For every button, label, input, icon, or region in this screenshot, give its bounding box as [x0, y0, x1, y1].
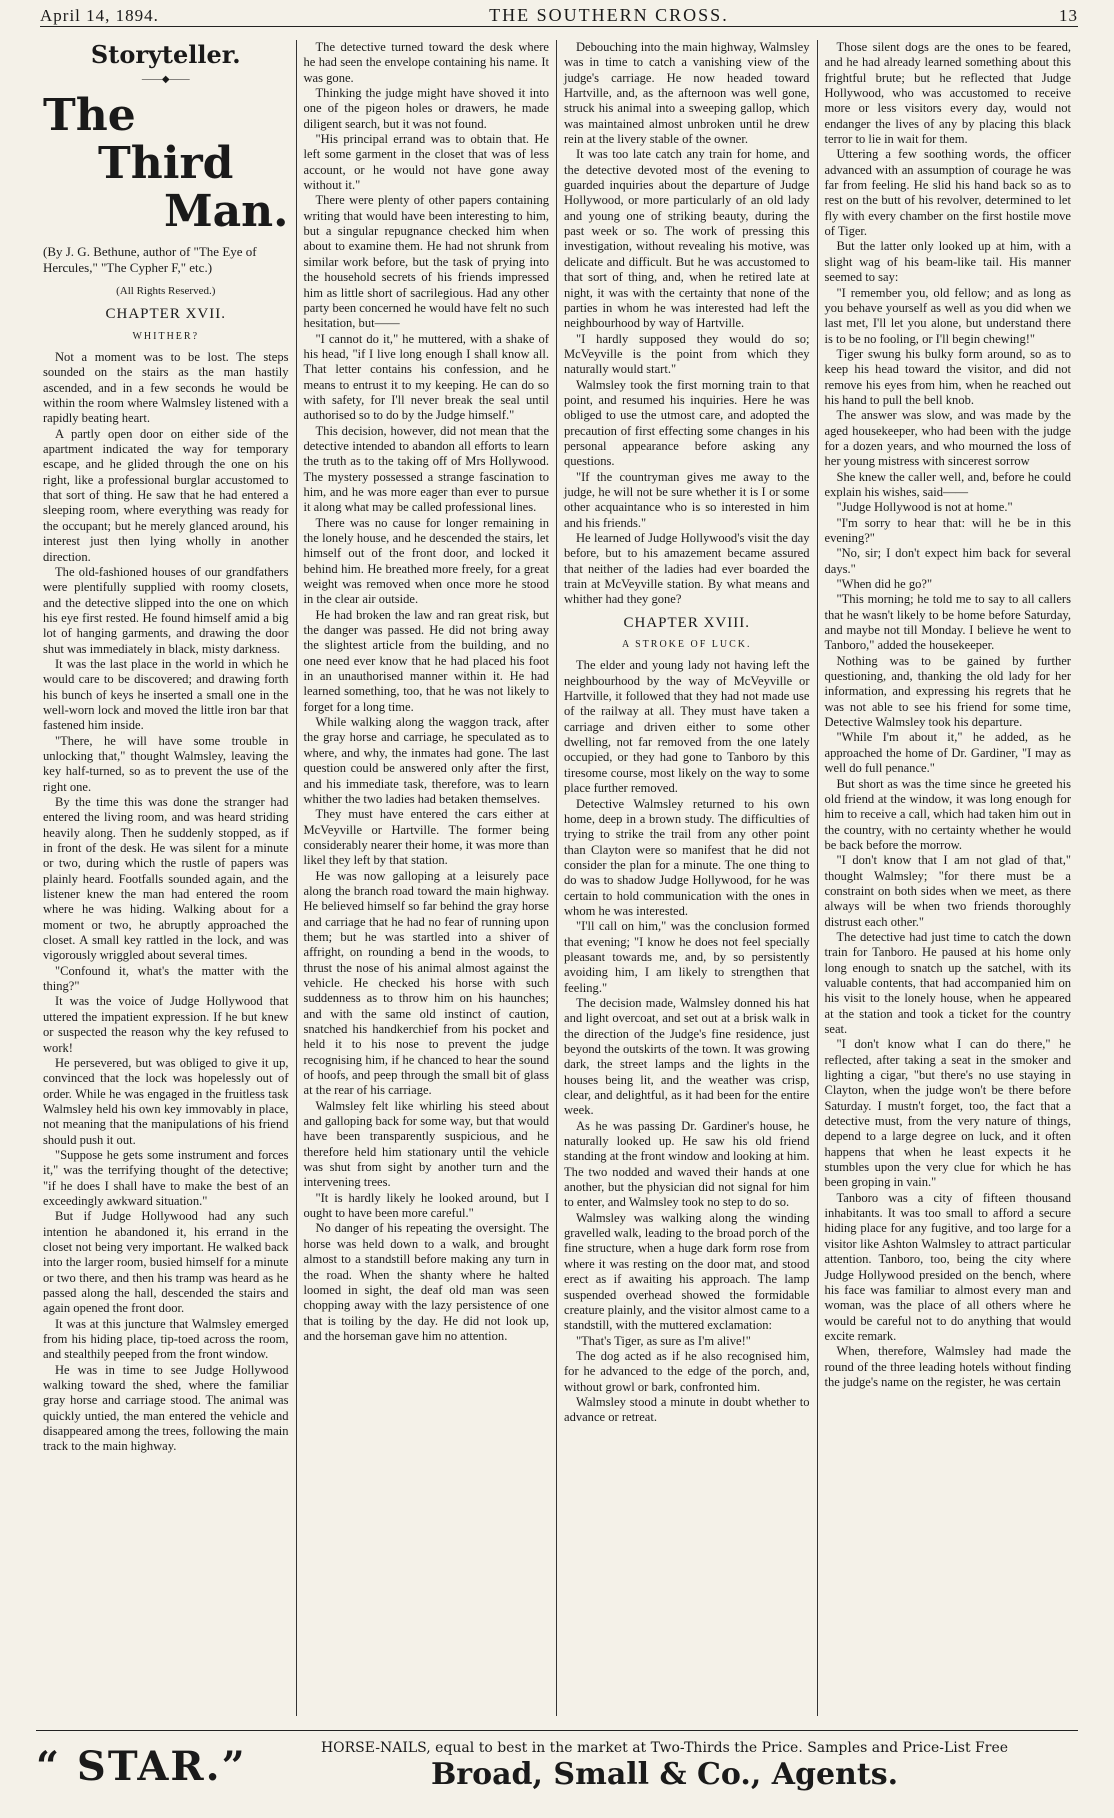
paragraph: "Confound it, what's the matter with the thing?": [43, 963, 289, 994]
paragraph: Tanboro was a city of fifteen thousand inhabitants. It was too small to afford a secure hiding place for any fugitive, and too large for a visitor like Ashton Walmsley to attract particular attention. Tanboro, too, being the city where Judge Hollywood presided on the bench, where his face was familiar to almost every man and woman, was the place of all others where he would be careful not to do anything that would excite remark.: [824, 1190, 1071, 1343]
paragraph: It was the last place in the world in which he would care to be discovered; and drawing forth his bunch of keys he inserted a small one in the well-worn lock and moved the little iron bar that fastened him inside.: [43, 656, 289, 733]
byline: (By J. G. Bethune, author of "The Eye of Hercules," "The Cypher F," etc.): [43, 244, 257, 275]
paragraph: "Suppose he gets some instrument and forces it," was the terrifying thought of the detective; "if he does I shall have to make the best of an exceedingly awkward situation.": [43, 1147, 289, 1208]
column-1: [36, 40, 297, 1716]
paragraph: But short as was the time since he greeted his old friend at the window, it was long enough for him to receive a call, which had taken him out in the country, with no certainty whether he would be back before the morrow.: [824, 776, 1071, 852]
chapter-heading: CHAPTER XVIII.: [623, 614, 750, 631]
issue-date: April 14, 1894.: [40, 6, 159, 25]
paragraph: "No, sir; I don't expect him back for several days.": [824, 546, 1071, 576]
ad-brand: “ STAR.”: [36, 1742, 247, 1790]
paragraph: He learned of Judge Hollywood's visit the day before, but to his amazement became assured that neither of the ladies had ever boarded the train at McVeyville station. By what means and whither had they gone?: [564, 531, 810, 607]
paragraph: No danger of his repeating the oversight. The horse was held down to a walk, and brought almost to a standstill before making any turn in the road. When the shanty where he halted loomed in sight, the deaf old man was seen chopping away with the lazy persistence of one that is toiling by the day. He did not look up, and the horseman gave him no attention.: [303, 1221, 549, 1343]
paragraph: The detective had just time to catch the down train for Tanboro. He paused at his home only long enough to snatch up the satchel, with its valuable contents, that had accompanied him on his visit to the lonely house, when he appeared at the station and took a ticket for the country seat.: [824, 929, 1071, 1036]
paragraph: The elder and young lady not having left the neighbourhood by the way of McVeyville or Hartville, it followed that they had not made use of the railway at all. They must have taken a carriage and driven either to some other dwelling, not far removed from the one lately occupied, or they had gone to Tanboro by this tiresome course, most likely on the way to some place further removed.: [564, 658, 810, 796]
story-title-line: Man.: [163, 186, 289, 237]
rights-notice: (All Rights Reserved.): [116, 285, 216, 297]
paragraph: "Judge Hollywood is not at home.": [836, 500, 1013, 515]
column-text: [43, 350, 289, 1455]
paragraph: He was in time to see Judge Hollywood walking toward the shed, where the familiar gray horse and carriage stood. The animal was quickly untied, the man entered the vehicle and disappeared among the trees, following the main track to the main highway.: [43, 1362, 289, 1454]
paragraph: Debouching into the main highway, Walmsley was in time to catch a vanishing view of the judge's carriage. He now headed toward Hartville, and, as the afternoon was well gone, struck his animal into a sweeping gallop, which was maintained almost unbroken until he drew rein at the livery stable of the owner.: [564, 40, 810, 147]
paragraph: There was no cause for longer remaining in the lonely house, and he descended the stairs, let himself out of the front door, and locked it behind him. He breathed more freely, for a great weight was removed when once more he stood in the clear air outside.: [303, 515, 549, 607]
paragraph: "I don't know that I am not glad of that," thought Walmsley; "for there must be a constraint on both sides when we meet, as there always will be when two friends thoroughly distrust each other.": [824, 853, 1071, 929]
ad-copy: [251, 1739, 1078, 1793]
chapter-heading: CHAPTER XVII.: [105, 306, 226, 323]
column-text: [564, 658, 810, 1425]
paragraph: Walmsley felt like whirling his steed about and galloping back for some way, but that would have been transparently suspicious, and he therefore held him stationary until the vehicle was shut from sight by another turn and the intervening trees.: [303, 1098, 549, 1190]
column-text: [304, 40, 550, 1344]
paragraph: But if Judge Hollywood had any such intention he abandoned it, his errand in the closet not being very important. He walked back into the larger room, busied himself for a minute or two there, and then his tramp was heard as he passed along the hall, descended the stairs and again opened the front door.: [43, 1209, 289, 1316]
ornament-divider: ——◆——: [141, 74, 190, 85]
paragraph: They must have entered the cars either at McVeyville or Hartville. The former being considerably nearer their home, it was more than likel they left by that station.: [303, 807, 549, 868]
paragraph: It was the voice of Judge Hollywood that uttered the impatient expression. If he but knew or suspected the reason why the key refused to work!: [43, 994, 289, 1055]
paragraph: Walmsley took the first morning train to that point, and resumed his inquiries. Here he was obliged to use the utmost care, and adopted the precaution of first effecting some changes in his personal appearance before asking any questions.: [564, 377, 810, 469]
story-title-line: Third: [98, 138, 234, 189]
paragraph: He had broken the law and ran great risk, but the danger was passed. He did not bring away the slightest article from the building, and no one need ever know that he had placed his foot in an unauthorised manner within it. He had learned something, too, that he was not likely to forget for a long time.: [303, 607, 549, 714]
paragraph: It was at this juncture that Walmsley emerged from his hiding place, tip-toed across the room, and stealthily peeped from the front window.: [43, 1316, 289, 1362]
column-text: [564, 40, 810, 608]
paragraph: Walmsley stood a minute in doubt whether to advance or retreat.: [564, 1394, 810, 1425]
paragraph: "His principal errand was to obtain that. He left some garment in the closet that was of less account, or he would not have gone away without it.": [303, 132, 549, 193]
paragraph: The decision made, Walmsley donned his hat and light overcoat, and set out at a brisk walk in the direction of the Judge's fine residence, just beyond the outskirts of the town. It was growing dark, the street lamps and the lights in the houses being lit, and the weather was crisp, clear, and delightful, as it had been for the entire week.: [564, 995, 810, 1118]
paragraph: Those silent dogs are the ones to be feared, and he had already learned something about this frightful brute; but he reflected that Judge Hollywood, who was accustomed to receive more or less visitors every day, would not endanger the lives of any by placing this black terror to lie in wait for them.: [824, 40, 1071, 147]
paragraph: "It is hardly likely he looked around, but I ought to have been more careful.": [303, 1190, 549, 1221]
story-title: [43, 92, 289, 236]
paragraph: This decision, however, did not mean that the detective intended to abandon all efforts to learn the truth as to the taking off of Mrs Hollywood. The mystery possessed a strange fascination to him, and he was more eager than ever to pursue it along what may be called professional lines.: [303, 423, 549, 515]
section-title: Storyteller.: [90, 40, 241, 69]
paragraph: "That's Tiger, as sure as I'm alive!": [576, 1333, 751, 1348]
paragraph: "There, he will have some trouble in unlocking that," thought Walmsley, leaving the key half-turned, so as to prevent the use of the right one.: [43, 733, 289, 794]
paragraph: While walking along the waggon track, after the gray horse and carriage, he speculated as to where, and why, the inmates had gone. The last question could be answered only after the first, and his immediate task, therefore, was to learn whither the two ladies had betaken themselves.: [303, 715, 549, 806]
paragraph: There were plenty of other papers containing writing that would have been interesting to him, but a singular repugnance checked him when about to examine them. He had not shrunk from similar work before, but the task of prying into the household secrets of his friends impressed him as little short of sacrilegious. Had any other party been concerned he would have felt no such hesitation, but——: [303, 193, 549, 331]
paragraph: The answer was slow, and was made by the aged housekeeper, who had been with the judge for a dozen years, and who mourned the loss of her young mistress with sincerest sorrow: [824, 408, 1071, 469]
paragraph: Thinking the judge might have shoved it into one of the pigeon holes or drawers, he made diligent search, but it was not found.: [303, 86, 549, 131]
paragraph: Walmsley was walking along the winding gravelled walk, leading to the broad porch of the fine structure, when a huge dark form rose from where it was resting on the door mat, and stood erect as if awaiting his approach. The lamp suspended overhead showed the formidable creature plainly, and the visitor almost came to a standstill, with the muttered exclamation:: [564, 1210, 810, 1333]
paragraph: "When did he go?": [836, 577, 933, 592]
paragraph: Nothing was to be gained by further questioning, and, thanking the old lady for her information, and expressing his regrets that he was not able to see his friend for some time, Detective Walmsley took his departure.: [824, 653, 1071, 730]
paragraph: He persevered, but was obliged to give it up, convinced that the lock was hopelessly out of order. While he was engaged in the fruitless task Walmsley held his own key immovably in place, not meaning that the manipulations of his friend should push it out.: [43, 1055, 289, 1147]
paragraph: The detective turned toward the desk where he had seen the envelope containing his name. It was gone.: [303, 40, 549, 85]
paragraph: "If the countryman gives me away to the judge, he will not be sure whether it is I or some other acquaintance who is so interested in him and his friends.": [564, 469, 810, 530]
paragraph: By the time this was done the stranger had entered the living room, and was heard striding heavily along. Then he suddenly stopped, as if in front of the desk. He was silent for a minute or two, during which the rustle of papers was plainly heard. Footfalls sounded again, and the listener knew the man had entered the room where he was hiding. Walking about for a moment or two, he abruptly approached the closet. A small key rattled in the lock, and was vigorously wriggled about several times.: [43, 795, 289, 963]
article-columns: [36, 40, 1078, 1716]
paragraph: Not a moment was to be lost. The steps sounded on the stairs as the man hastily ascended, and in a few seconds he would be within the room where Walmsley listened with a rapidly beating heart.: [43, 350, 289, 426]
column-2: [297, 40, 558, 1716]
column-text: [825, 40, 1072, 1390]
paragraph: It was too late catch any train for home, and the detective devoted most of the evening to guarded inquiries about the departure of Judge Hollywood, or more particularly of an old lady and young one of striking beauty, during the past week or so. The work of pressing this investigation, without revealing his motive, was delicate and difficult. But he was accustomed to that sort of thing, and, when he retired late at night, it was with the certainty that none of the parties in whom he was interested had left the neighbourhood by way of Hartville.: [564, 147, 810, 331]
paragraph: "I'll call on him," was the conclusion formed that evening; "I know he does not feel specially pleasant towards me, and, by so persistently avoiding him, I am likely to strengthen that feeling.": [564, 919, 810, 995]
ad-agents: Broad, Small & Co., Agents.: [430, 1757, 899, 1792]
paragraph: "This morning; he told me to say to all callers that he wasn't likely to be home before Saturday, and maybe not till Monday. I believe he went to Tanboro," added the housekeeper.: [824, 592, 1071, 653]
paragraph: "I hardly supposed they would do so; McVeyville is the point from which they naturally would start.": [564, 331, 810, 377]
chapter-subheading: A STROKE OF LUCK.: [621, 639, 752, 651]
chapter-subheading: WHITHER?: [132, 330, 200, 342]
masthead-title: THE SOUTHERN CROSS.: [489, 5, 729, 25]
story-title-line: The: [43, 90, 136, 141]
paragraph: She knew the caller well, and, before he could explain his wishes, said——: [824, 469, 1071, 499]
paragraph: "I'm sorry to hear that: will he be in this evening?": [824, 515, 1071, 545]
paragraph: He was now galloping at a leisurely pace along the branch road toward the main highway. He believed himself so far behind the gray horse and carriage that he had no fear of running upon them; but he was startled into a shiver of affright, on rounding a bend in the woods, to thrust the nose of his animal almost against the vehicle. He checked his horse with such suddenness as to throw him on his haunches; and with the same old instinct of caution, snatched his handkerchief from his pocket and held it to his nose to prevent the judge recognising him, if he chanced to hear the sound of hoofs, and peep through the small bit of glass at the rear of his carriage.: [303, 868, 549, 1098]
paragraph: "I don't know what I can do there," he reflected, after taking a seat in the smoker and lighting a cigar, "but there's no use staying in Clayton, when the judge won't be there before Saturday. I mustn't forget, too, the fact that a detective must, from the very nature of things, depend to a large degree on luck, and it often happens that when he least expects it he stumbles upon the very clue for which he has been groping in vain.": [824, 1037, 1071, 1190]
ad-tagline: HORSE-NAILS, equal to best in the market at Two-Thirds the Price. Samples and Price-List Free: [320, 1740, 1009, 1756]
page-number: 13: [1058, 6, 1078, 25]
column-4: [818, 40, 1079, 1716]
page-header: [40, 4, 1078, 27]
paragraph: The old-fashioned houses of our grandfathers were plentifully supplied with roomy closets, and the detective slipped into the one on which his eye first rested. He found himself amid a big lot of hanging garments, and drawing the door shut was immediately in black, misty darkness.: [43, 564, 289, 656]
column-3: [557, 40, 818, 1716]
paragraph: Uttering a few soothing words, the officer advanced with an assumption of courage he was far from feeling. He slid his hand back so as to rest on the butt of his revolver, determined to let fly with every chamber on the first hostile move of Tiger.: [824, 147, 1071, 239]
paragraph: When, therefore, Walmsley had made the round of the three leading hotels without finding the judge's name on the register, he was certain: [824, 1344, 1071, 1389]
paragraph: As he was passing Dr. Gardiner's house, he naturally looked up. He saw his old friend standing at the front window and looking at him. The two nodded and waved their hands at one another, but the physician did not signal for him to enter, and Walmsley took no step to do so.: [564, 1118, 810, 1210]
paragraph: "I cannot do it," he muttered, with a shake of his head, "if I live long enough I shall know all. That letter contains his confession, and he means to entrust it to my keeping. He can do so with safety, for I'll never break the seal until authorised so to do by the Judge himself.": [303, 331, 549, 423]
paragraph: A partly open door on either side of the apartment indicated the way for temporary escape, and he glided through the one on his right, like a professional burglar accustomed to that sort of thing. He saw that he had entered a sleeping room, where everything was ready for the occupant; but he merely glanced around, his interest just then lying wholly in another direction.: [43, 426, 289, 564]
paragraph: Detective Walmsley returned to his own home, deep in a brown study. The difficulties of trying to strike the trail from any other point than Clayton were so manifest that he did not consider the plan for a minute. The one thing to do was to shadow Judge Hollywood, for he was certain to hold communication with the ones in whom he was interested.: [564, 796, 810, 918]
paragraph: Tiger swung his bulky form around, so as to keep his head toward the visitor, and did not remove his eyes from him, when he reached out his hand to pull the bell knob.: [824, 346, 1071, 407]
paragraph: But the latter only looked up at him, with a slight wag of his beam-like tail. His manner seemed to say:: [824, 239, 1071, 285]
paragraph: The dog acted as if he also recognised him, for he advanced to the edge of the porch, and, without growl or bark, confronted him.: [564, 1348, 810, 1394]
paragraph: "I remember you, old fellow; and as long as you behave yourself as well as you did when we last met, I'll let you alone, but understand there is to be no fooling, or I'll begin chewing!": [824, 285, 1071, 346]
advertisement-banner: [36, 1730, 1078, 1801]
paragraph: "While I'm about it," he added, as he approached the home of Dr. Gardiner, "I may as well do full penance.": [824, 730, 1071, 776]
